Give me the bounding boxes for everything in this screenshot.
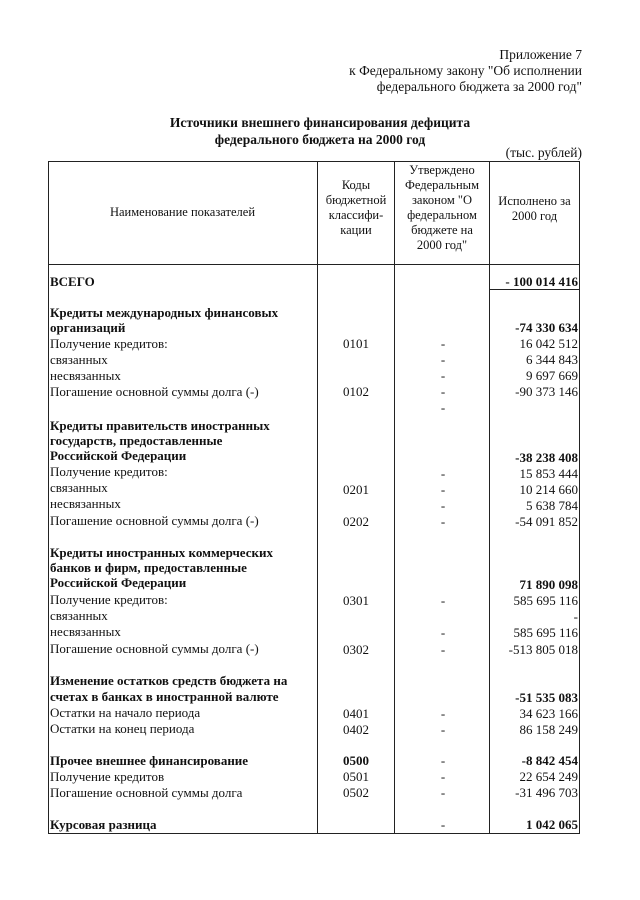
row-name: организаций <box>50 320 126 335</box>
annex-line-3: федерального бюджета за 2000 год" <box>376 79 582 94</box>
row-approved: - <box>440 482 446 497</box>
row-name: Кредиты международных финансовых <box>50 305 279 320</box>
row-approved: - <box>440 368 446 383</box>
row-executed: 10 214 660 <box>519 482 578 497</box>
row-executed: 34 623 166 <box>519 706 578 721</box>
row-code: 0500 <box>343 753 369 768</box>
row-approved: - <box>440 785 446 800</box>
row-approved: - <box>440 753 446 768</box>
row-executed: - <box>573 609 578 624</box>
row-executed: 86 158 249 <box>519 722 578 737</box>
row-approved: - <box>440 706 446 721</box>
row-code: 0302 <box>343 642 369 657</box>
row-name: ВСЕГО <box>50 274 95 289</box>
row-executed: 9 697 669 <box>526 368 578 383</box>
row-executed: 16 042 512 <box>519 336 578 351</box>
row-name: Остатки на конец периода <box>50 721 195 736</box>
row-approved: - <box>440 722 446 737</box>
header-approved <box>395 163 489 253</box>
row-name: связанных <box>50 480 108 495</box>
row-executed: -54 091 852 <box>515 514 578 529</box>
annex-note <box>349 47 582 95</box>
total-underline <box>490 289 579 290</box>
row-executed: -51 535 083 <box>515 690 578 705</box>
row-approved: - <box>440 336 446 351</box>
row-approved: - <box>440 642 446 657</box>
row-name: государств, предоставленные <box>50 433 223 448</box>
row-code: 0501 <box>343 769 369 784</box>
row-executed: 585 695 116 <box>513 625 578 640</box>
units-label: (тыс. рублей) <box>505 145 582 160</box>
header-approved-line: Федеральным <box>404 178 479 192</box>
col-divider-2 <box>394 161 395 834</box>
header-approved-line: законом "О <box>411 193 473 207</box>
row-name: несвязанных <box>50 368 121 383</box>
row-name: Погашение основной суммы долга (-) <box>50 641 259 656</box>
annex-line-1: Приложение 7 <box>499 47 582 62</box>
row-approved: - <box>440 384 446 399</box>
row-name: Погашение основной суммы долга (-) <box>50 384 259 399</box>
header-name: Наименование показателей <box>109 205 256 219</box>
row-name: счетах в банках в иностранной валюте <box>50 689 279 704</box>
header-codes-line: бюджетной <box>325 193 387 207</box>
row-executed: 1 042 065 <box>526 817 578 832</box>
row-approved: - <box>440 352 446 367</box>
row-name: связанных <box>50 608 108 623</box>
row-approved: - <box>440 625 446 640</box>
table-bottom-border <box>48 833 580 834</box>
row-executed: - 100 014 416 <box>505 274 578 289</box>
row-name: Получение кредитов: <box>50 464 168 479</box>
row-code: 0402 <box>343 722 369 737</box>
annex-line-2: к Федеральному закону "Об исполнении <box>349 63 582 78</box>
row-approved: - <box>440 593 446 608</box>
header-codes-line: кации <box>340 223 372 237</box>
row-executed: 22 654 249 <box>519 769 578 784</box>
header-executed <box>490 194 579 224</box>
header-executed-line: 2000 год <box>511 209 558 223</box>
row-name: Российской Федерации <box>50 448 187 463</box>
row-name: Погашение основной суммы долга (-) <box>50 513 259 528</box>
row-approved: - <box>440 400 446 415</box>
row-name: Остатки на начало периода <box>50 705 201 720</box>
row-code: 0102 <box>343 384 369 399</box>
row-executed: 585 695 116 <box>513 593 578 608</box>
row-executed: 71 890 098 <box>519 577 578 592</box>
row-name: банков и фирм, предоставленные <box>50 560 247 575</box>
row-executed: -513 805 018 <box>508 642 578 657</box>
row-approved: - <box>440 769 446 784</box>
row-name: Кредиты иностранных коммерческих <box>50 545 273 560</box>
title-line-1: Источники внешнего финансирования дефицита <box>169 115 471 130</box>
document-title <box>0 114 640 148</box>
row-name: Прочее внешнее финансирование <box>50 753 249 768</box>
row-code: 0201 <box>343 482 369 497</box>
row-name: Получение кредитов <box>50 769 165 784</box>
row-code: 0301 <box>343 593 369 608</box>
row-name: связанных <box>50 352 108 367</box>
row-name: Получение кредитов: <box>50 336 168 351</box>
header-approved-line: Утверждено <box>409 163 475 177</box>
title-line-2: федерального бюджета на 2000 год <box>214 132 426 147</box>
header-approved-line: федеральном <box>407 208 477 222</box>
row-executed: -31 496 703 <box>515 785 578 800</box>
header-approved-line: 2000 год" <box>416 238 468 252</box>
row-name: Российской Федерации <box>50 575 187 590</box>
row-name: несвязанных <box>50 624 121 639</box>
header-codes <box>318 178 394 238</box>
row-executed: -8 842 454 <box>521 753 578 768</box>
row-approved: - <box>440 817 446 832</box>
row-approved: - <box>440 466 446 481</box>
row-approved: - <box>440 514 446 529</box>
row-executed: -38 238 408 <box>515 450 578 465</box>
header-approved-line: бюджете на <box>411 223 473 237</box>
header-bottom-border <box>48 264 580 265</box>
row-code: 0401 <box>343 706 369 721</box>
row-name: Кредиты правительств иностранных <box>50 418 270 433</box>
table-left-border <box>48 161 49 834</box>
row-executed: 5 638 784 <box>526 498 578 513</box>
row-executed: -74 330 634 <box>515 320 578 335</box>
row-code: 0101 <box>343 336 369 351</box>
row-code: 0502 <box>343 785 369 800</box>
header-executed-line: Исполнено за <box>498 194 571 208</box>
row-name: Изменение остатков средств бюджета на <box>50 673 288 688</box>
row-name: несвязанных <box>50 496 121 511</box>
row-executed: 15 853 444 <box>519 466 578 481</box>
row-name: Курсовая разница <box>50 817 157 832</box>
row-name: Погашение основной суммы долга <box>50 785 243 800</box>
row-executed: 6 344 843 <box>526 352 578 367</box>
row-executed: -90 373 146 <box>515 384 578 399</box>
row-approved: - <box>440 498 446 513</box>
row-name: Получение кредитов: <box>50 592 168 607</box>
table-right-border <box>579 161 580 834</box>
header-codes-line: Коды <box>341 178 371 192</box>
table-top-border <box>48 161 580 162</box>
row-code: 0202 <box>343 514 369 529</box>
header-codes-line: классифи- <box>328 208 384 222</box>
